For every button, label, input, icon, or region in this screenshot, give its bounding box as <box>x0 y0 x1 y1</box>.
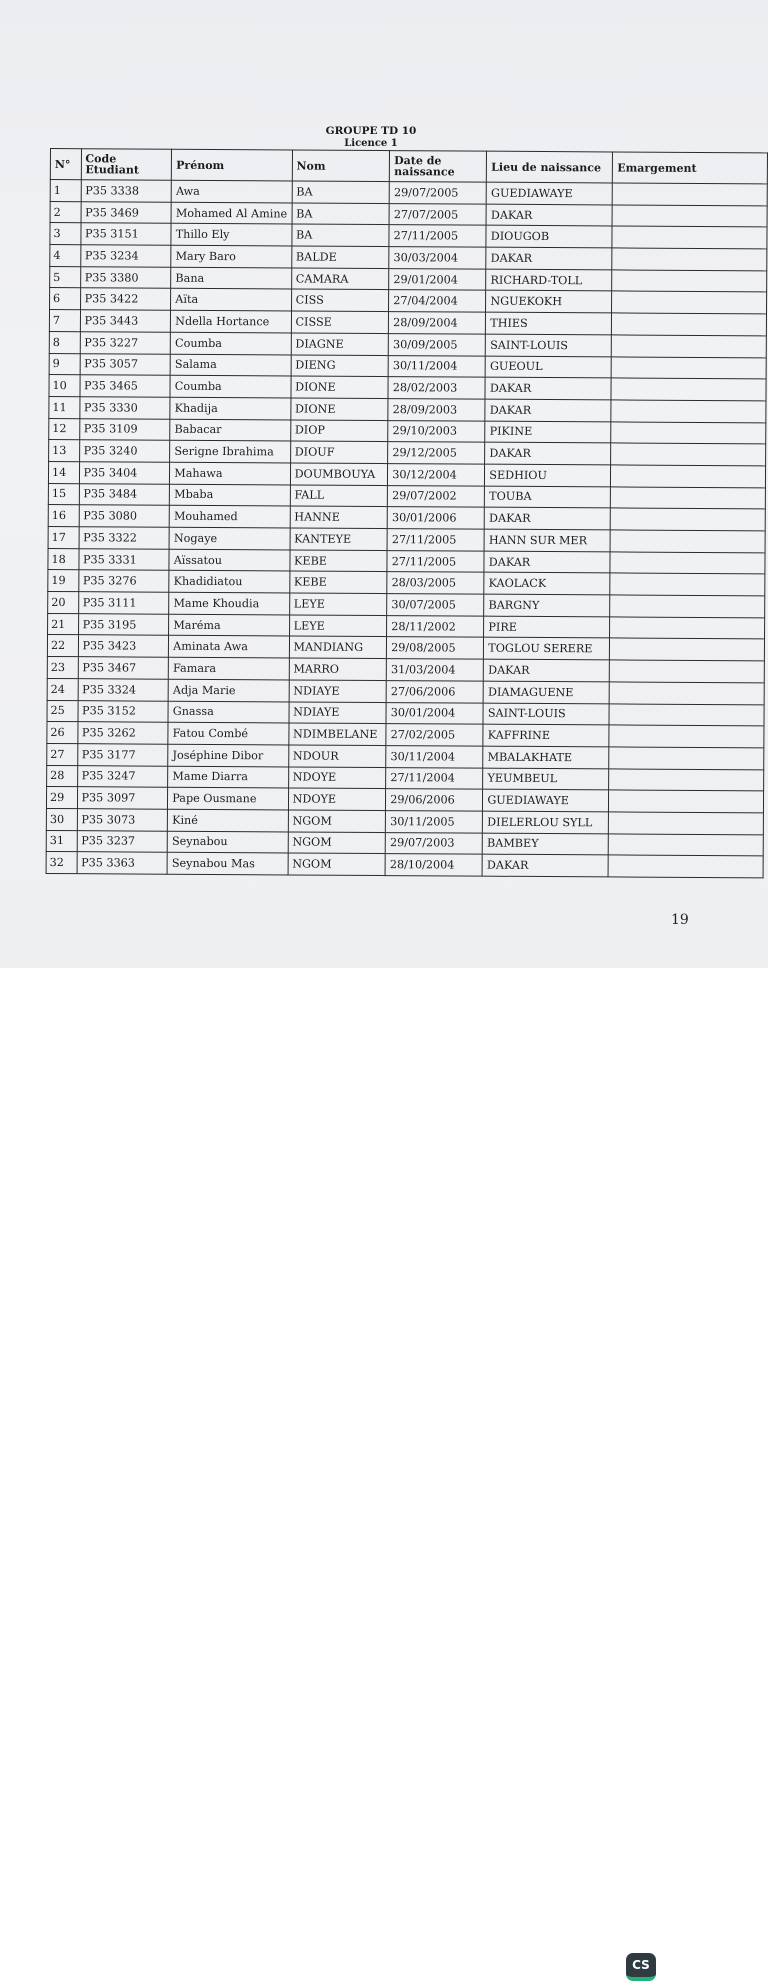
table-row <box>46 852 763 878</box>
cell-emargement <box>609 703 764 726</box>
cell-nom: DIOUF <box>290 441 388 463</box>
cell-nom: BA <box>291 224 389 246</box>
student-table-wrapper <box>46 148 768 878</box>
cell-date: 30/01/2006 <box>387 507 484 529</box>
cell-nom: BA <box>292 181 390 203</box>
cell-emargement <box>612 226 767 249</box>
header-nom: Nom <box>292 150 390 182</box>
cell-num: 4 <box>50 245 81 267</box>
header-date: Date de naissance <box>390 151 487 183</box>
cell-nom: NDOYE <box>288 788 386 810</box>
cell-lieu: DAKAR <box>485 377 611 399</box>
cell-num: 3 <box>50 223 81 245</box>
cell-date: 27/11/2005 <box>387 529 484 551</box>
cell-prenom: Awa <box>171 180 291 202</box>
cell-prenom: Aïssatou <box>169 549 289 571</box>
cell-nom: NDOYE <box>288 767 386 789</box>
cell-date: 30/03/2004 <box>389 247 486 269</box>
cell-emargement <box>610 638 765 661</box>
cell-code: P35 3422 <box>80 288 171 310</box>
table-body <box>46 180 767 878</box>
cell-date: 30/11/2005 <box>386 811 483 833</box>
cell-date: 30/09/2005 <box>388 333 485 355</box>
cell-date: 27/06/2006 <box>386 680 483 702</box>
cell-emargement <box>609 812 764 835</box>
cell-num: 19 <box>48 570 79 592</box>
cell-lieu: SAINT-LOUIS <box>486 334 612 356</box>
header-lieu: Lieu de naissance <box>487 151 613 183</box>
cell-prenom: Fatou Combé <box>168 722 288 744</box>
cell-date: 29/10/2003 <box>388 420 485 442</box>
cell-code: P35 3177 <box>77 744 168 766</box>
cell-emargement <box>611 356 766 379</box>
cell-emargement <box>612 248 767 271</box>
cell-num: 29 <box>46 787 77 809</box>
cell-code: P35 3324 <box>78 678 169 700</box>
cell-lieu: BAMBEY <box>483 833 609 855</box>
cell-prenom: Mohamed Al Amine <box>171 202 291 224</box>
cell-nom: LEYE <box>289 615 387 637</box>
cell-code: P35 3234 <box>80 245 171 267</box>
cell-nom: KEBE <box>289 550 387 572</box>
cell-emargement <box>612 205 767 228</box>
cell-emargement <box>612 270 767 293</box>
header-prenom: Prénom <box>172 149 293 181</box>
cell-nom: BALDE <box>291 246 389 268</box>
cell-prenom: Mame Khoudia <box>169 592 289 614</box>
cell-lieu: GUEDIAWAYE <box>486 182 612 204</box>
cell-nom: DIONE <box>290 398 388 420</box>
cell-num: 24 <box>47 678 78 700</box>
cell-prenom: Coumba <box>170 375 290 397</box>
cell-date: 30/01/2004 <box>386 702 483 724</box>
cell-code: P35 3469 <box>81 201 172 223</box>
cell-lieu: RICHARD-TOLL <box>486 269 612 291</box>
cell-date: 29/08/2005 <box>387 637 484 659</box>
cell-prenom: Khadidiatou <box>169 571 289 593</box>
cell-code: P35 3484 <box>79 483 170 505</box>
cell-date: 30/11/2004 <box>386 745 483 767</box>
cell-emargement <box>610 573 765 596</box>
document-header <box>271 125 471 150</box>
cell-emargement <box>612 335 767 358</box>
cell-date: 29/01/2004 <box>389 268 486 290</box>
cell-lieu: DIELERLOU SYLL <box>483 811 609 833</box>
page-subtitle: Licence 1 <box>344 138 398 149</box>
cell-nom: DOUMBOUYA <box>290 463 388 485</box>
cell-num: 18 <box>48 548 79 570</box>
cell-nom: KANTEYE <box>290 528 388 550</box>
cell-emargement <box>609 725 764 748</box>
cell-lieu: SEDHIOU <box>485 464 611 486</box>
cell-code: P35 3443 <box>80 310 171 332</box>
cell-date: 31/03/2004 <box>386 659 483 681</box>
cell-date: 27/04/2004 <box>389 290 486 312</box>
cell-emargement <box>608 855 763 878</box>
header-code: Code Etudiant <box>81 149 172 181</box>
page-number: 19 <box>671 912 689 928</box>
cell-code: P35 3073 <box>77 809 168 831</box>
cell-emargement <box>609 790 764 813</box>
cell-emargement <box>609 834 764 857</box>
cell-lieu: BARGNY <box>484 594 610 616</box>
cell-lieu: NGUEKOKH <box>486 291 612 313</box>
cell-lieu: DAKAR <box>485 442 611 464</box>
cell-lieu: KAFFRINE <box>483 724 609 746</box>
cell-num: 23 <box>47 657 78 679</box>
cell-prenom: Mouhamed <box>169 506 289 528</box>
cell-num: 8 <box>49 331 80 353</box>
camscanner-logo-icon: CS <box>626 1953 656 1981</box>
cell-num: 5 <box>50 266 81 288</box>
cell-date: 29/12/2005 <box>388 442 485 464</box>
cell-lieu: DAKAR <box>484 659 610 681</box>
cell-num: 1 <box>50 180 81 202</box>
cell-num: 10 <box>49 375 80 397</box>
cell-num: 21 <box>48 613 79 635</box>
cell-emargement <box>610 552 765 575</box>
cell-code: P35 3080 <box>79 505 170 527</box>
cell-nom: KEBE <box>289 571 387 593</box>
cell-prenom: Joséphine Dibor <box>168 744 288 766</box>
cell-code: P35 3109 <box>79 418 170 440</box>
cell-nom: DIENG <box>291 354 389 376</box>
cell-prenom: Maréma <box>169 614 289 636</box>
cell-lieu: YEUMBEUL <box>483 768 609 790</box>
cell-code: P35 3227 <box>80 331 171 353</box>
cell-date: 27/02/2005 <box>386 724 483 746</box>
cell-date: 28/02/2003 <box>388 377 485 399</box>
cell-prenom: Babacar <box>170 419 290 441</box>
cell-num: 25 <box>47 700 78 722</box>
cell-lieu: DAKAR <box>486 204 612 226</box>
cell-date: 29/07/2003 <box>385 832 482 854</box>
cell-prenom: Mahawa <box>170 462 290 484</box>
cell-lieu: DAKAR <box>485 399 611 421</box>
cell-nom: LEYE <box>289 593 387 615</box>
cell-nom: BA <box>292 203 390 225</box>
cell-prenom: Ndella Hortance <box>171 310 291 332</box>
cell-nom: FALL <box>290 485 388 507</box>
cell-prenom: Aïta <box>171 289 291 311</box>
cell-lieu: DAKAR <box>484 507 610 529</box>
cell-date: 29/06/2006 <box>386 789 483 811</box>
cell-lieu: HANN SUR MER <box>484 529 610 551</box>
cell-code: P35 3152 <box>78 700 169 722</box>
cell-num: 26 <box>47 722 78 744</box>
cell-nom: CAMARA <box>291 268 389 290</box>
cell-num: 7 <box>49 310 80 332</box>
cell-nom: NDIMBELANE <box>288 723 386 745</box>
page-title: GROUPE TD 10 <box>325 125 417 137</box>
cell-nom: NDOUR <box>288 745 386 767</box>
cell-prenom: Mary Baro <box>171 245 291 267</box>
cell-prenom: Seynabou Mas <box>167 853 287 875</box>
cell-emargement <box>610 660 765 683</box>
cell-prenom: Pape Ousmane <box>168 787 288 809</box>
cell-nom: NDIAYE <box>289 701 387 723</box>
cell-date: 30/12/2004 <box>388 464 485 486</box>
cell-emargement <box>609 768 764 791</box>
cell-emargement <box>611 508 766 531</box>
cell-prenom: Kiné <box>168 809 288 831</box>
cell-nom: NDIAYE <box>289 680 387 702</box>
cell-prenom: Aminata Awa <box>169 636 289 658</box>
cell-code: P35 3331 <box>78 548 169 570</box>
cell-emargement <box>609 682 764 705</box>
student-table <box>46 148 768 878</box>
cell-emargement <box>610 617 765 640</box>
cell-num: 17 <box>48 526 79 548</box>
cell-emargement <box>609 747 764 770</box>
cell-code: P35 3322 <box>79 527 170 549</box>
cell-date: 27/07/2005 <box>389 203 486 225</box>
cell-prenom: Salama <box>170 354 290 376</box>
cell-num: 12 <box>49 418 80 440</box>
cell-date: 27/11/2004 <box>386 767 483 789</box>
cell-code: P35 3151 <box>80 223 171 245</box>
cell-lieu: DIAMAGUENE <box>483 681 609 703</box>
cell-num: 9 <box>49 353 80 375</box>
cell-num: 15 <box>48 483 79 505</box>
cell-lieu: SAINT-LOUIS <box>483 703 609 725</box>
cell-nom: DIAGNE <box>291 333 389 355</box>
cell-lieu: DAKAR <box>484 551 610 573</box>
cell-code: P35 3276 <box>78 570 169 592</box>
cell-emargement <box>613 183 768 206</box>
cell-num: 2 <box>50 201 81 223</box>
cell-num: 14 <box>48 461 79 483</box>
cell-lieu: GUEOUL <box>485 356 611 378</box>
cell-code: P35 3467 <box>78 657 169 679</box>
cell-num: 20 <box>48 592 79 614</box>
cell-prenom: Serigne Ibrahima <box>170 440 290 462</box>
cell-prenom: Nogaye <box>169 527 289 549</box>
cell-code: P35 3262 <box>77 722 168 744</box>
cell-nom: NGOM <box>288 853 386 875</box>
header-emargement: Emargement <box>613 152 768 184</box>
cell-lieu: DAKAR <box>482 854 608 876</box>
cell-prenom: Thillo Ely <box>171 224 291 246</box>
cell-code: P35 3465 <box>79 375 170 397</box>
cell-date: 28/09/2004 <box>389 312 486 334</box>
cell-lieu: MBALAKHATE <box>483 746 609 768</box>
cell-emargement <box>611 443 766 466</box>
cell-nom: HANNE <box>290 506 388 528</box>
cell-nom: DIOP <box>290 420 388 442</box>
cell-nom: MARRO <box>289 658 387 680</box>
cell-prenom: Seynabou <box>167 831 287 853</box>
header-num: N° <box>50 149 81 180</box>
cell-code: P35 3330 <box>79 397 170 419</box>
cell-lieu: DAKAR <box>486 247 612 269</box>
cell-code: P35 3363 <box>77 852 168 874</box>
cell-code: P35 3247 <box>77 765 168 787</box>
cell-emargement <box>611 465 766 488</box>
cell-nom: CISS <box>291 289 389 311</box>
cell-prenom: Famara <box>169 657 289 679</box>
cell-prenom: Adja Marie <box>168 679 288 701</box>
cell-date: 28/09/2003 <box>388 398 485 420</box>
cell-lieu: DIOUGOB <box>486 226 612 248</box>
cell-prenom: Coumba <box>170 332 290 354</box>
cell-code: P35 3195 <box>78 613 169 635</box>
cell-date: 28/03/2005 <box>387 572 484 594</box>
cell-nom: CISSE <box>291 311 389 333</box>
cell-lieu: TOGLOU SERERE <box>484 638 610 660</box>
cell-prenom: Gnassa <box>168 701 288 723</box>
cell-emargement <box>611 421 766 444</box>
cell-num: 22 <box>47 635 78 657</box>
cell-code: P35 3111 <box>78 592 169 614</box>
cell-lieu: PIRE <box>484 616 610 638</box>
cell-date: 30/11/2004 <box>388 355 485 377</box>
footer-area <box>0 968 768 1972</box>
cell-code: P35 3240 <box>79 440 170 462</box>
cell-emargement <box>611 400 766 423</box>
cell-date: 28/11/2002 <box>387 615 484 637</box>
cell-nom: MANDIANG <box>289 636 387 658</box>
cell-date: 27/11/2005 <box>389 225 486 247</box>
cell-num: 16 <box>48 505 79 527</box>
cell-emargement <box>611 487 766 510</box>
document-page <box>0 0 768 968</box>
cell-lieu: KAOLACK <box>484 573 610 595</box>
cell-lieu: THIES <box>486 312 612 334</box>
cell-emargement <box>610 530 765 553</box>
cell-prenom: Mame Diarra <box>168 766 288 788</box>
cell-date: 27/11/2005 <box>387 550 484 572</box>
cell-emargement <box>611 378 766 401</box>
cell-code: P35 3404 <box>79 462 170 484</box>
cell-code: P35 3338 <box>81 180 172 202</box>
cell-lieu: PIKINE <box>485 421 611 443</box>
cell-num: 30 <box>46 808 77 830</box>
cell-num: 31 <box>46 830 77 852</box>
cell-nom: NGOM <box>288 810 386 832</box>
cell-num: 11 <box>49 396 80 418</box>
cell-lieu: GUEDIAWAYE <box>483 789 609 811</box>
cell-num: 28 <box>47 765 78 787</box>
cell-prenom: Mbaba <box>170 484 290 506</box>
cell-date: 30/07/2005 <box>387 594 484 616</box>
cell-nom: DIONE <box>291 376 389 398</box>
cell-code: P35 3237 <box>77 830 168 852</box>
cell-prenom: Bana <box>171 267 291 289</box>
cell-num: 27 <box>47 743 78 765</box>
cell-emargement <box>612 291 767 314</box>
cell-prenom: Khadija <box>170 397 290 419</box>
cell-emargement <box>612 313 767 336</box>
cell-code: P35 3423 <box>78 635 169 657</box>
cell-num: 13 <box>49 440 80 462</box>
cell-nom: NGOM <box>288 832 386 854</box>
cell-lieu: TOUBA <box>485 486 611 508</box>
cell-code: P35 3097 <box>77 787 168 809</box>
table-header-row <box>50 149 767 184</box>
cell-code: P35 3057 <box>80 353 171 375</box>
cell-num: 32 <box>46 852 77 874</box>
cell-code: P35 3380 <box>80 266 171 288</box>
cell-date: 29/07/2002 <box>388 485 485 507</box>
cell-emargement <box>610 595 765 618</box>
cell-num: 6 <box>50 288 81 310</box>
cell-date: 28/10/2004 <box>385 854 482 876</box>
cell-date: 29/07/2005 <box>389 182 486 204</box>
